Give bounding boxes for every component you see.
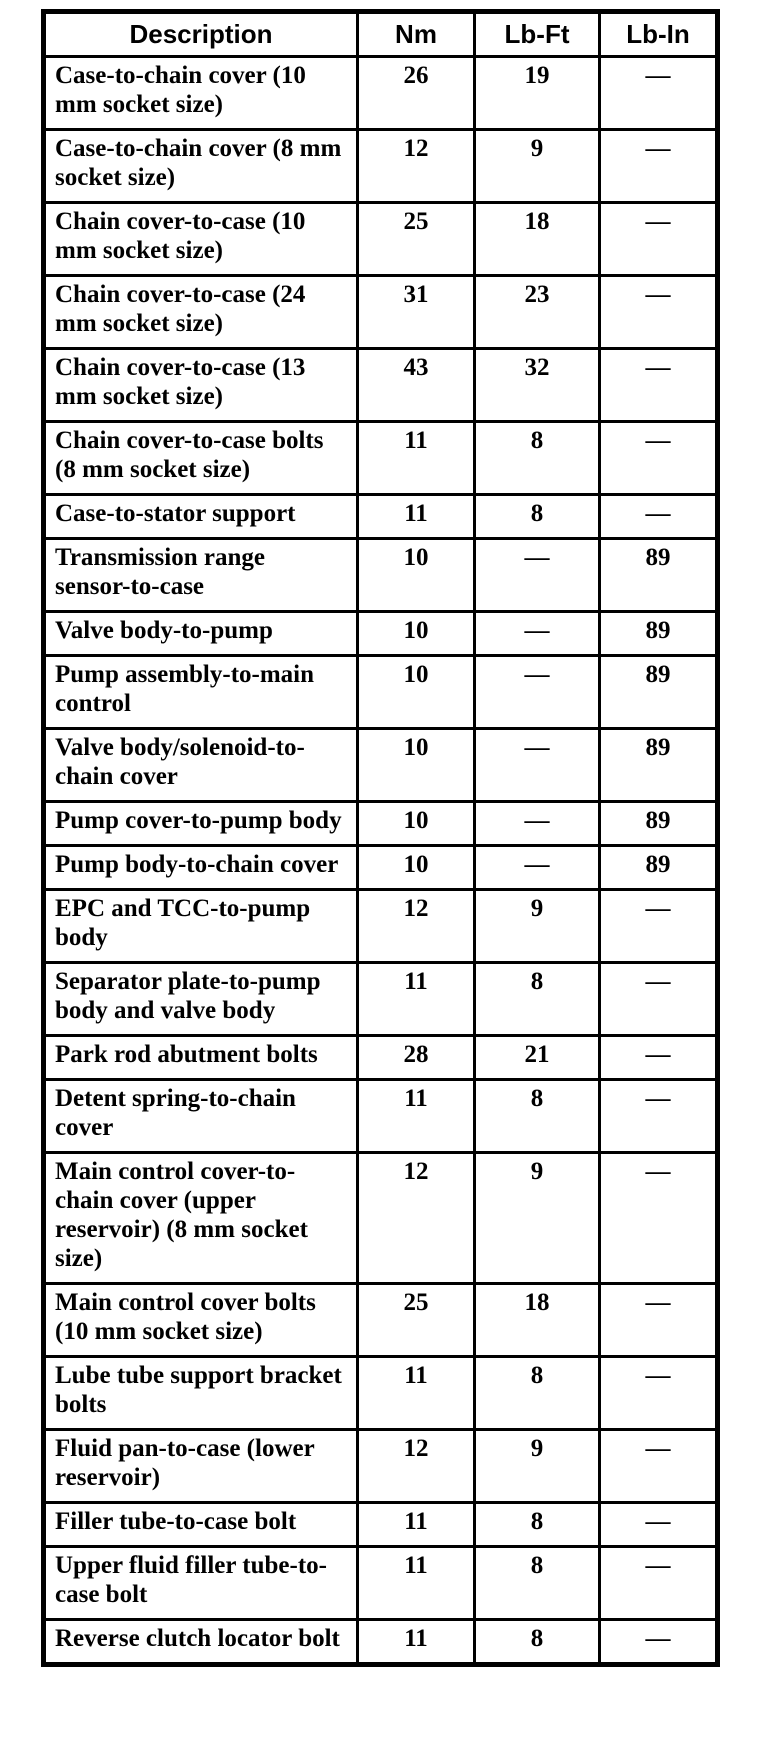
cell-nm: 10 bbox=[358, 802, 475, 846]
cell-lb-in: — bbox=[600, 1357, 718, 1430]
cell-lb-in: — bbox=[600, 1153, 718, 1284]
cell-nm: 12 bbox=[358, 1153, 475, 1284]
cell-lb-ft: 21 bbox=[475, 1036, 600, 1080]
cell-lb-in: — bbox=[600, 963, 718, 1036]
cell-nm: 11 bbox=[358, 495, 475, 539]
table-row bbox=[44, 57, 718, 130]
cell-lb-ft: 23 bbox=[475, 276, 600, 349]
torque-spec-table bbox=[41, 9, 720, 1667]
cell-lb-in: 89 bbox=[600, 802, 718, 846]
cell-nm: 31 bbox=[358, 276, 475, 349]
cell-lb-ft: 8 bbox=[475, 1547, 600, 1620]
cell-lb-ft: 18 bbox=[475, 203, 600, 276]
table-row bbox=[44, 1153, 718, 1284]
cell-lb-ft: 18 bbox=[475, 1284, 600, 1357]
cell-lb-in: — bbox=[600, 276, 718, 349]
cell-description: Pump body-to-chain cover bbox=[44, 846, 358, 890]
cell-lb-in: — bbox=[600, 57, 718, 130]
cell-description: Valve body/solenoid-to-chain cover bbox=[44, 729, 358, 802]
table-row bbox=[44, 802, 718, 846]
cell-lb-in: — bbox=[600, 422, 718, 495]
cell-description: Case-to-stator support bbox=[44, 495, 358, 539]
cell-description: Upper fluid filler tube-to-case bolt bbox=[44, 1547, 358, 1620]
cell-lb-ft: 9 bbox=[475, 1153, 600, 1284]
cell-lb-in: — bbox=[600, 1284, 718, 1357]
cell-description: Case-to-chain cover (10 mm socket size) bbox=[44, 57, 358, 130]
table-row bbox=[44, 963, 718, 1036]
cell-lb-in: 89 bbox=[600, 612, 718, 656]
table-row bbox=[44, 349, 718, 422]
cell-lb-in: — bbox=[600, 1036, 718, 1080]
cell-description: Valve body-to-pump bbox=[44, 612, 358, 656]
cell-nm: 10 bbox=[358, 729, 475, 802]
table-row bbox=[44, 130, 718, 203]
cell-description: Separator plate-to-pump body and valve body bbox=[44, 963, 358, 1036]
cell-nm: 25 bbox=[358, 203, 475, 276]
cell-description: Lube tube support bracket bolts bbox=[44, 1357, 358, 1430]
cell-nm: 11 bbox=[358, 1080, 475, 1153]
cell-description: Main control cover-to-chain cover (upper reservoir) (8 mm socket size) bbox=[44, 1153, 358, 1284]
cell-nm: 26 bbox=[358, 57, 475, 130]
cell-description: Fluid pan-to-case (lower reservoir) bbox=[44, 1430, 358, 1503]
cell-nm: 11 bbox=[358, 1547, 475, 1620]
cell-lb-in: — bbox=[600, 1430, 718, 1503]
column-header-lb-in: Lb-In bbox=[600, 12, 718, 57]
table-row bbox=[44, 495, 718, 539]
cell-nm: 11 bbox=[358, 1503, 475, 1547]
table-row bbox=[44, 612, 718, 656]
cell-description: EPC and TCC-to-pump body bbox=[44, 890, 358, 963]
cell-lb-in: — bbox=[600, 890, 718, 963]
column-header-description: Description bbox=[44, 12, 358, 57]
cell-lb-in: — bbox=[600, 349, 718, 422]
cell-nm: 43 bbox=[358, 349, 475, 422]
table-row bbox=[44, 276, 718, 349]
cell-lb-ft: — bbox=[475, 539, 600, 612]
cell-lb-ft: 8 bbox=[475, 422, 600, 495]
cell-description: Reverse clutch locator bolt bbox=[44, 1620, 358, 1665]
cell-lb-in: — bbox=[600, 130, 718, 203]
cell-lb-ft: 8 bbox=[475, 1080, 600, 1153]
cell-lb-ft: — bbox=[475, 846, 600, 890]
cell-nm: 12 bbox=[358, 130, 475, 203]
cell-nm: 10 bbox=[358, 539, 475, 612]
table-row bbox=[44, 1080, 718, 1153]
cell-nm: 12 bbox=[358, 1430, 475, 1503]
table-row bbox=[44, 1620, 718, 1665]
table-row bbox=[44, 1547, 718, 1620]
cell-lb-ft: — bbox=[475, 802, 600, 846]
table-row bbox=[44, 846, 718, 890]
table-body bbox=[44, 57, 718, 1665]
cell-description: Transmission range sensor-to-case bbox=[44, 539, 358, 612]
cell-lb-ft: — bbox=[475, 612, 600, 656]
cell-description: Case-to-chain cover (8 mm socket size) bbox=[44, 130, 358, 203]
cell-description: Chain cover-to-case (24 mm socket size) bbox=[44, 276, 358, 349]
cell-description: Chain cover-to-case (10 mm socket size) bbox=[44, 203, 358, 276]
cell-lb-in: — bbox=[600, 1547, 718, 1620]
cell-nm: 25 bbox=[358, 1284, 475, 1357]
cell-lb-ft: 8 bbox=[475, 1357, 600, 1430]
cell-nm: 11 bbox=[358, 1620, 475, 1665]
cell-nm: 11 bbox=[358, 422, 475, 495]
column-header-lb-ft: Lb-Ft bbox=[475, 12, 600, 57]
table-row bbox=[44, 656, 718, 729]
cell-lb-ft: 9 bbox=[475, 890, 600, 963]
cell-lb-in: — bbox=[600, 1080, 718, 1153]
cell-lb-in: — bbox=[600, 495, 718, 539]
cell-lb-in: 89 bbox=[600, 539, 718, 612]
table-row bbox=[44, 1357, 718, 1430]
cell-nm: 10 bbox=[358, 656, 475, 729]
cell-lb-ft: — bbox=[475, 656, 600, 729]
cell-lb-in: 89 bbox=[600, 656, 718, 729]
cell-lb-ft: 8 bbox=[475, 495, 600, 539]
table-row bbox=[44, 1284, 718, 1357]
cell-nm: 11 bbox=[358, 963, 475, 1036]
cell-description: Filler tube-to-case bolt bbox=[44, 1503, 358, 1547]
cell-nm: 10 bbox=[358, 846, 475, 890]
cell-lb-ft: 9 bbox=[475, 130, 600, 203]
cell-nm: 28 bbox=[358, 1036, 475, 1080]
table-row bbox=[44, 729, 718, 802]
header-row bbox=[44, 12, 718, 57]
table-row bbox=[44, 203, 718, 276]
cell-lb-ft: 8 bbox=[475, 1620, 600, 1665]
cell-lb-in: 89 bbox=[600, 846, 718, 890]
cell-nm: 10 bbox=[358, 612, 475, 656]
cell-lb-in: — bbox=[600, 1620, 718, 1665]
table-row bbox=[44, 539, 718, 612]
cell-description: Chain cover-to-case bolts (8 mm socket size) bbox=[44, 422, 358, 495]
cell-lb-ft: 8 bbox=[475, 963, 600, 1036]
cell-nm: 12 bbox=[358, 890, 475, 963]
cell-lb-ft: 8 bbox=[475, 1503, 600, 1547]
cell-nm: 11 bbox=[358, 1357, 475, 1430]
cell-lb-ft: 32 bbox=[475, 349, 600, 422]
table-header bbox=[44, 12, 718, 57]
table-row bbox=[44, 890, 718, 963]
cell-lb-ft: 9 bbox=[475, 1430, 600, 1503]
cell-description: Park rod abutment bolts bbox=[44, 1036, 358, 1080]
column-header-nm: Nm bbox=[358, 12, 475, 57]
table-row bbox=[44, 1503, 718, 1547]
cell-description: Chain cover-to-case (13 mm socket size) bbox=[44, 349, 358, 422]
cell-description: Main control cover bolts (10 mm socket size) bbox=[44, 1284, 358, 1357]
cell-description: Pump cover-to-pump body bbox=[44, 802, 358, 846]
table-row bbox=[44, 422, 718, 495]
cell-lb-ft: 19 bbox=[475, 57, 600, 130]
table-row bbox=[44, 1036, 718, 1080]
cell-lb-ft: — bbox=[475, 729, 600, 802]
cell-description: Detent spring-to-chain cover bbox=[44, 1080, 358, 1153]
cell-description: Pump assembly-to-main control bbox=[44, 656, 358, 729]
table-row bbox=[44, 1430, 718, 1503]
cell-lb-in: — bbox=[600, 203, 718, 276]
cell-lb-in: 89 bbox=[600, 729, 718, 802]
cell-lb-in: — bbox=[600, 1503, 718, 1547]
